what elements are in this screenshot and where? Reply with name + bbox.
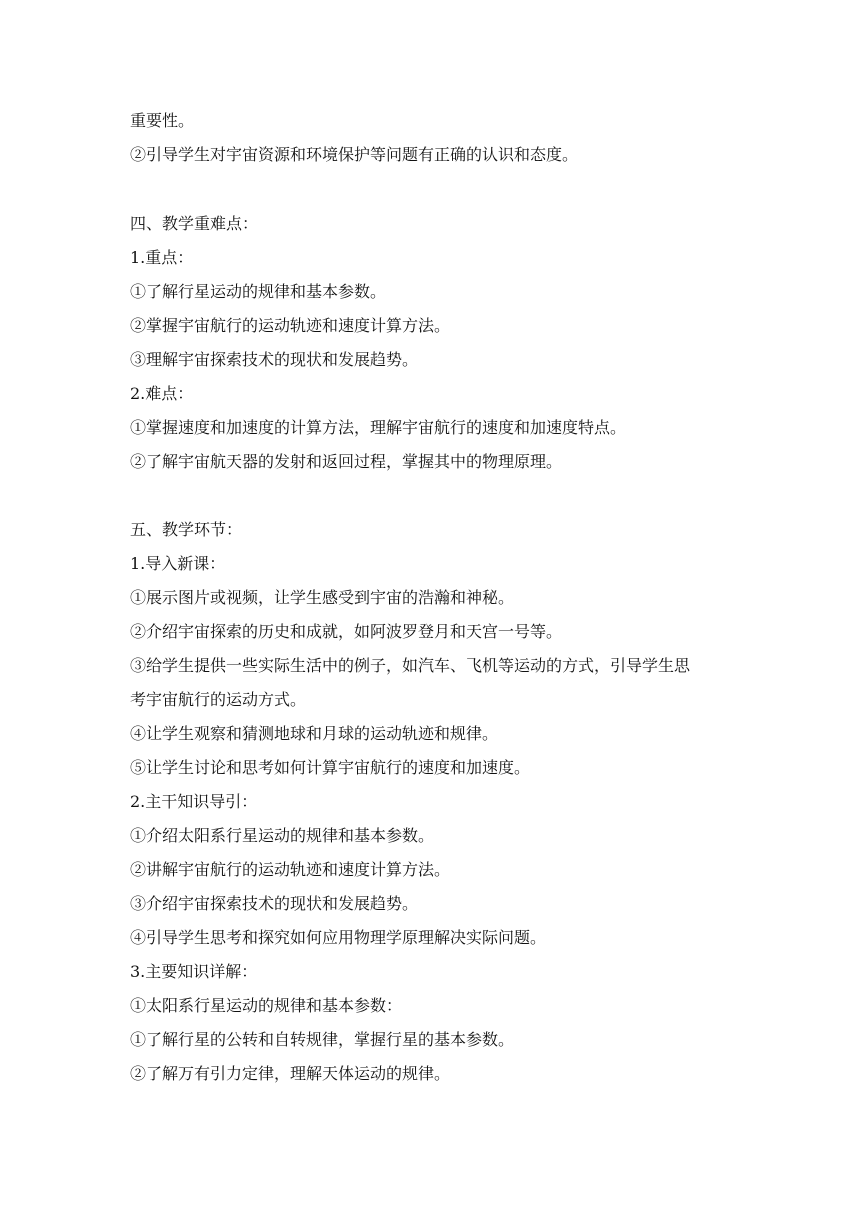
text-line: ①了解行星运动的规律和基本参数。 <box>130 282 387 301</box>
text-line: ①介绍太阳系行星运动的规律和基本参数。 <box>130 826 435 845</box>
text-line: ③给学生提供一些实际生活中的例子，如汽车、飞机等运动的方式，引导学生思 <box>130 656 691 675</box>
text-line: ②了解宇宙航天器的发射和返回过程，掌握其中的物理原理。 <box>130 452 563 471</box>
section-heading: 四、教学重难点： <box>130 214 259 233</box>
text-line: ②引导学生对宇宙资源和环境保护等问题有正确的认识和态度。 <box>130 145 579 164</box>
text-line: 考宇宙航行的运动方式。 <box>130 690 307 709</box>
subheading: 2.主干知识导引： <box>130 792 258 811</box>
subheading: 2.难点： <box>130 384 194 403</box>
text-line: ②讲解宇宙航行的运动轨迹和速度计算方法。 <box>130 860 451 879</box>
text-line: ④引导学生思考和探究如何应用物理学原理解决实际问题。 <box>130 928 547 947</box>
text-line: ①掌握速度和加速度的计算方法，理解宇宙航行的速度和加速度特点。 <box>130 418 627 437</box>
text-line: ①了解行星的公转和自转规律，掌握行星的基本参数。 <box>130 1030 515 1049</box>
text-line: ①展示图片或视频，让学生感受到宇宙的浩瀚和神秘。 <box>130 588 515 607</box>
text-line: 重要性。 <box>130 111 195 130</box>
subheading: 3.主要知识详解： <box>130 962 258 981</box>
text-line: ②了解万有引力定律，理解天体运动的规律。 <box>130 1064 451 1083</box>
text-line: ①太阳系行星运动的规律和基本参数： <box>130 996 403 1015</box>
text-line: ③介绍宇宙探索技术的现状和发展趋势。 <box>130 894 419 913</box>
text-line: ④让学生观察和猜测地球和月球的运动轨迹和规律。 <box>130 724 499 743</box>
text-line: ②掌握宇宙航行的运动轨迹和速度计算方法。 <box>130 316 451 335</box>
text-line: ⑤让学生讨论和思考如何计算宇宙航行的速度和加速度。 <box>130 758 531 777</box>
subheading: 1.重点： <box>130 248 194 267</box>
text-line: ③理解宇宙探索技术的现状和发展趋势。 <box>130 350 419 369</box>
text-line: ②介绍宇宙探索的历史和成就，如阿波罗登月和天宫一号等。 <box>130 622 563 641</box>
subheading: 1.导入新课： <box>130 554 226 573</box>
section-heading: 五、教学环节： <box>130 520 243 539</box>
